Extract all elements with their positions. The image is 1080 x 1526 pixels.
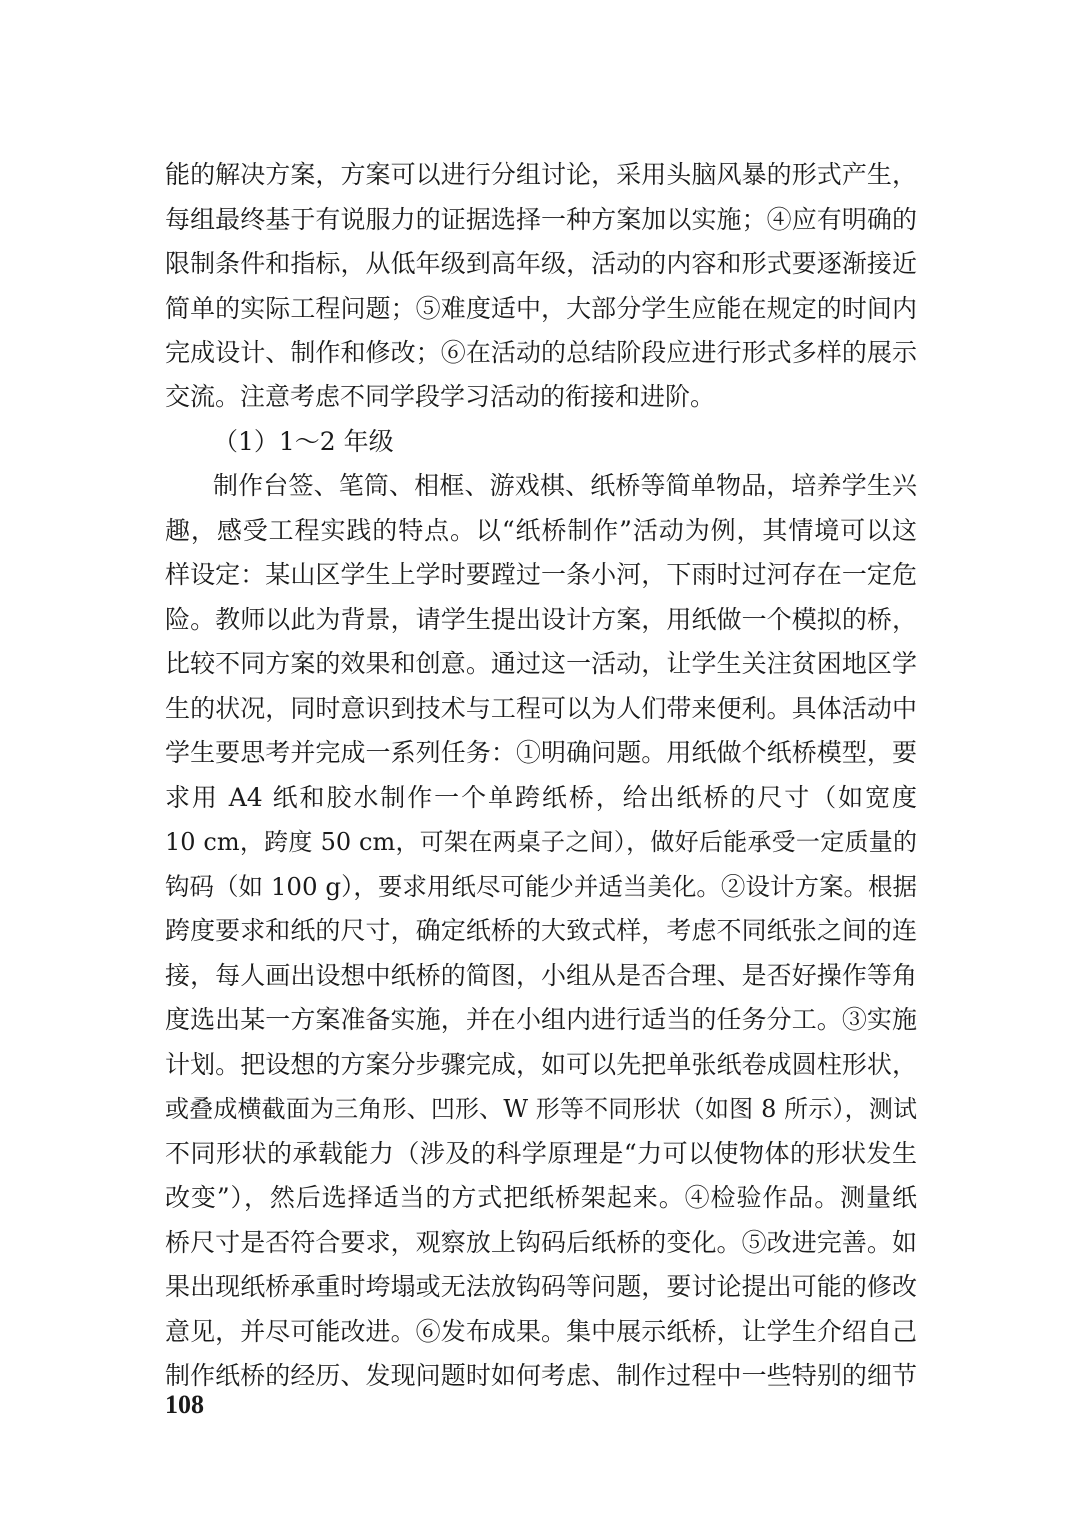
text-line: 跨度要求和纸的尺寸，确定纸桥的大致式样，考虑不同纸张之间的连 bbox=[165, 916, 917, 945]
text-line: 10 cm，跨度 50 cm，可架在两桌子之间），做好后能承受一定质量的 bbox=[165, 828, 917, 856]
text-line: 接，每人画出设想中纸桥的简图，小组从是否合理、是否好操作等角 bbox=[165, 961, 917, 990]
text-line: 或叠成横截面为三角形、凹形、W 形等不同形状（如图 8 所示），测试 bbox=[165, 1095, 917, 1123]
text-line: 桥尺寸是否符合要求，观察放上钩码后纸桥的变化。⑤改进完善。如 bbox=[165, 1228, 917, 1257]
text-line: 生的状况，同时意识到技术与工程可以为人们带来便利。具体活动中 bbox=[165, 694, 917, 723]
text-line: 限制条件和指标，从低年级到高年级，活动的内容和形式要逐渐接近 bbox=[165, 249, 917, 278]
text-line: 简单的实际工程问题；⑤难度适中，大部分学生应能在规定的时间内 bbox=[165, 294, 917, 323]
text-line: 比较不同方案的效果和创意。通过这一活动，让学生关注贫困地区学 bbox=[165, 649, 917, 678]
text-line: 每组最终基于有说服力的证据选择一种方案加以实施；④应有明确的 bbox=[165, 205, 917, 234]
text-line: 度选出某一方案准备实施，并在小组内进行适当的任务分工。③实施 bbox=[165, 1005, 917, 1034]
text-line: 趣，感受工程实践的特点。以“纸桥制作”活动为例，其情境可以这 bbox=[165, 516, 917, 545]
text-line: 交流。注意考虑不同学段学习活动的衔接和进阶。 bbox=[165, 382, 716, 411]
text-line: 果出现纸桥承重时垮塌或无法放钩码等问题，要讨论提出可能的修改 bbox=[165, 1272, 917, 1301]
text-line: 不同形状的承载能力（涉及的科学原理是“力可以使物体的形状发生 bbox=[165, 1139, 917, 1168]
text-line: 样设定：某山区学生上学时要蹚过一条小河，下雨时过河存在一定危 bbox=[165, 560, 917, 589]
text-line: 完成设计、制作和修改；⑥在活动的总结阶段应进行形式多样的展示 bbox=[165, 338, 917, 367]
text-line: 钩码（如 100 g），要求用纸尽可能少并适当美化。②设计方案。根据 bbox=[165, 872, 917, 901]
text-line: 计划。把设想的方案分步骤完成，如可以先把单张纸卷成圆柱形状， bbox=[165, 1050, 917, 1079]
text-line: 制作纸桥的经历、发现问题时如何考虑、制作过程中一些特别的细节 bbox=[165, 1361, 917, 1390]
paragraph-first-line: 制作台签、笔筒、相框、游戏棋、纸桥等简单物品，培养学生兴 bbox=[213, 471, 917, 500]
text-line: 能的解决方案，方案可以进行分组讨论，采用头脑风暴的形式产生， bbox=[165, 160, 917, 189]
section-heading: （1）1～2 年级 bbox=[213, 427, 394, 456]
text-line: 学生要思考并完成一系列任务：①明确问题。用纸做个纸桥模型，要 bbox=[165, 738, 917, 767]
page-number: 108 bbox=[165, 1390, 204, 1419]
text-line: 险。教师以此为背景，请学生提出设计方案，用纸做一个模拟的桥， bbox=[165, 605, 917, 634]
text-line: 改变”），然后选择适当的方式把纸桥架起来。④检验作品。测量纸 bbox=[165, 1183, 917, 1212]
text-line: 求用 A4 纸和胶水制作一个单跨纸桥，给出纸桥的尺寸（如宽度 bbox=[165, 783, 917, 812]
text-line: 意见，并尽可能改进。⑥发布成果。集中展示纸桥，让学生介绍自己 bbox=[165, 1317, 917, 1346]
